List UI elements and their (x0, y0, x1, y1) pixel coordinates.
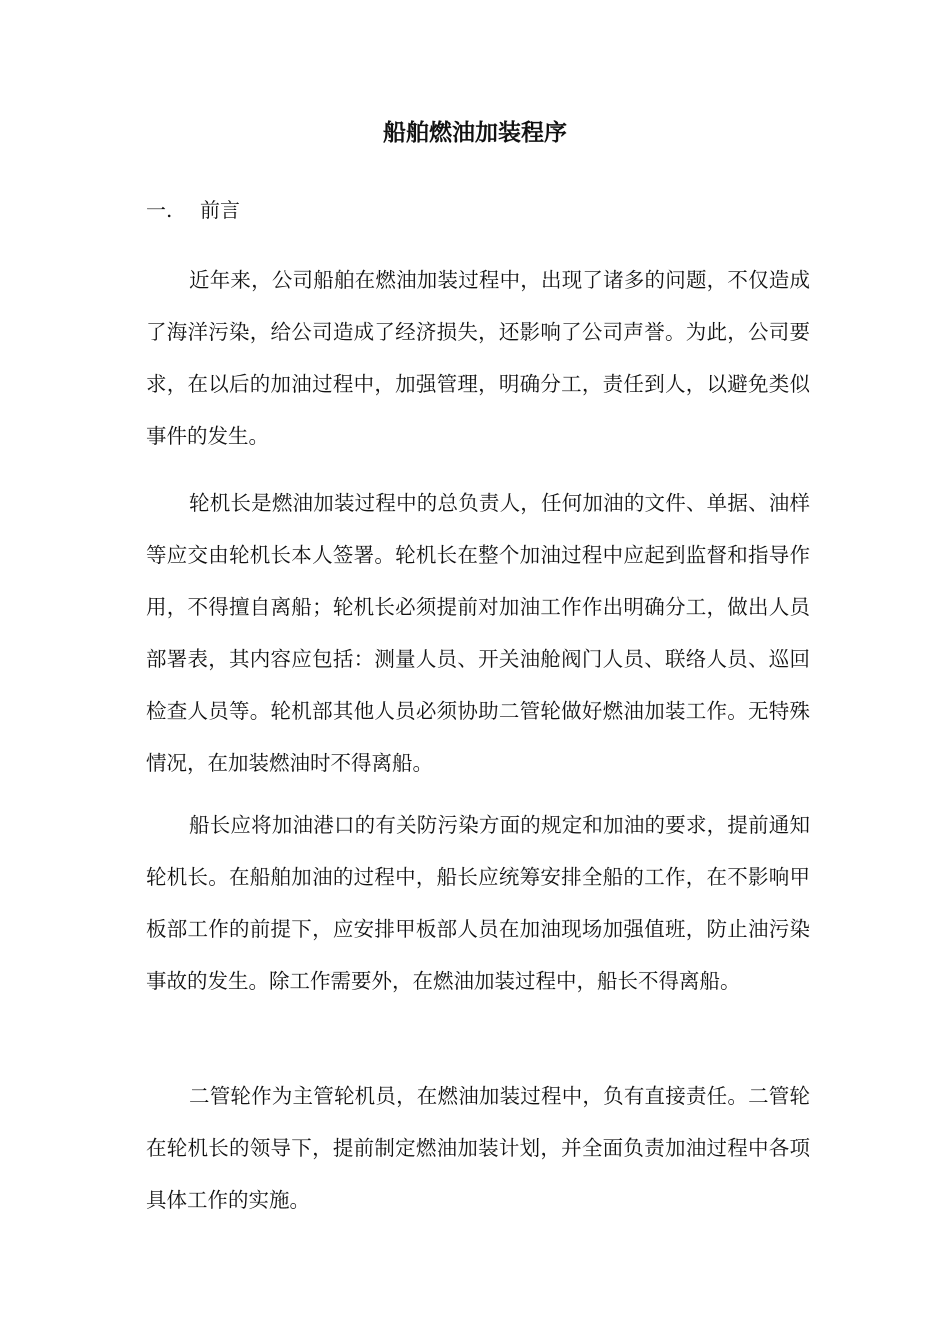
paragraph-text: 轮机长是燃油加装过程中的总负责人，任何加油的文件、单据、油样等应交由轮机长本人签署。轮机长在整个加油过程中应起到监督和指导作用，不得擅自离船；轮机长必须提前对加油工作作出明确分工，做出人员部署表，其内容应包括：测量人员、开关油舱阀门人员、联络人员、巡回检查人员等。轮机部其他人员必须协助二管轮做好燃油加装工作。无特殊情况，在加装燃油时不得离船。 (146, 491, 810, 775)
paragraph-3 (146, 799, 810, 1007)
paragraph-text: 近年来，公司船舶在燃油加装过程中，出现了诸多的问题，不仅造成了海洋污染，给公司造成了经济损失，还影响了公司声誉。为此，公司要求，在以后的加油过程中，加强管理，明确分工，责任到人，以避免类似事件的发生。 (146, 268, 810, 448)
paragraph-1 (146, 254, 810, 462)
paragraph-4 (146, 1070, 810, 1226)
paragraph-text: 船长应将加油港口的有关防污染方面的规定和加油的要求，提前通知轮机长。在船舶加油的过程中，船长应统筹安排全船的工作，在不影响甲板部工作的前提下，应安排甲板部人员在加油现场加强值班，防止油污染事故的发生。除工作需要外，在燃油加装过程中，船长不得离船。 (146, 813, 810, 993)
paragraph-2 (146, 477, 810, 789)
section-number: 一. (146, 198, 173, 222)
section-heading-text: 前言 (200, 198, 240, 222)
section-heading (146, 196, 240, 224)
document-title: 船舶燃油加装程序 (383, 120, 567, 146)
paragraph-text: 二管轮作为主管轮机员，在燃油加装过程中，负有直接责任。二管轮在轮机长的领导下，提前制定燃油加装计划，并全面负责加油过程中各项具体工作的实施。 (146, 1084, 810, 1212)
